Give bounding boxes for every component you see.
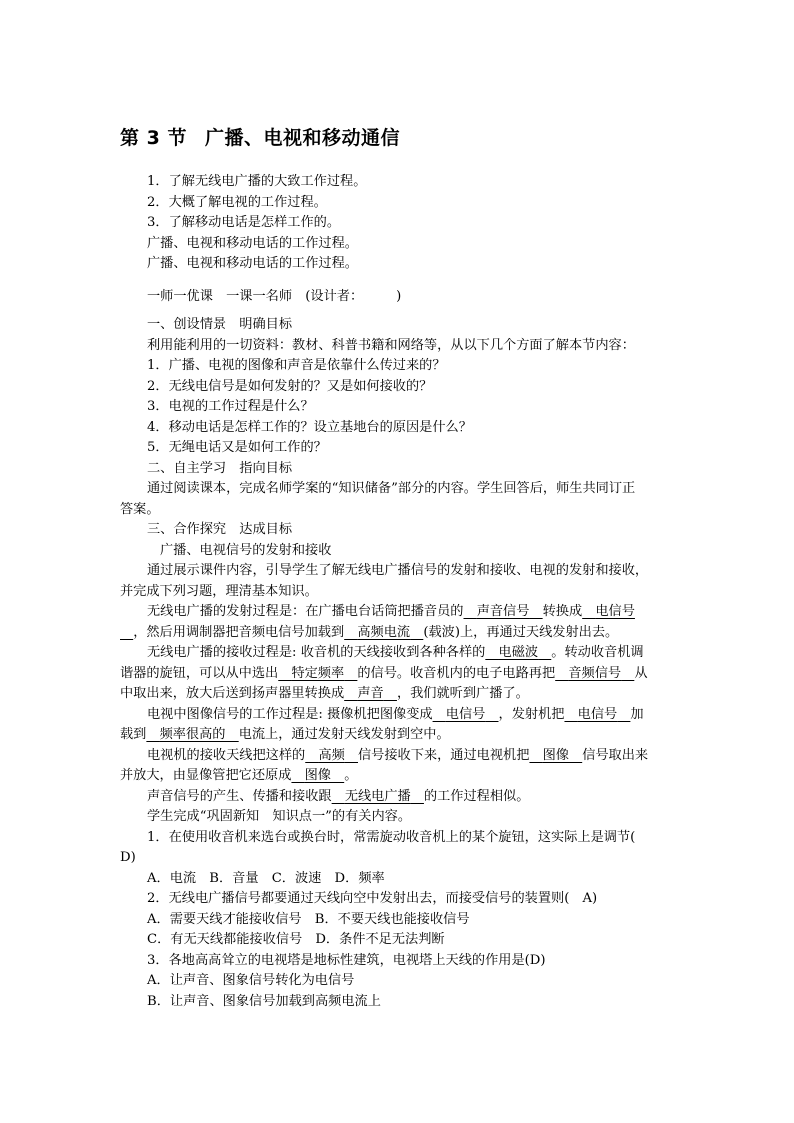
section-title: 广播、电视和移动通信: [204, 127, 400, 149]
section1-question-2: 2．无线电信号是如何发射的？又是如何接收的？: [147, 378, 433, 394]
exercise-1-answer: D): [120, 850, 136, 865]
fill-tv-image: 电视中图像信号的工作过程是: 摄像机把图像变成 电信号 ，发射机把 电信号 加: [147, 706, 644, 722]
fill-sound-signal: 声音信号的产生、传播和接收跟 无线电广播 的工作过程相似。: [147, 788, 530, 804]
fill-broadcast-receive-cont: 谐器的旋钮，可以从中选出 特定频率 的信号。收音机内的电子电路再把 音频信号 从: [120, 665, 648, 681]
exercise-2-options-cd: C．有无天线都能接收信号 D．条件不足无法判断: [147, 932, 445, 947]
blank-answer: 电磁波: [498, 645, 539, 660]
document-body: [120, 172, 680, 1012]
section1-question-1: 1．广播、电视的图像和声音是依靠什么传过来的？: [147, 358, 446, 373]
exercise-3-option-b: B．让声音、图象信号加载到高频电流上: [147, 993, 381, 1009]
blank-answer: 图像: [304, 768, 331, 783]
blank-answer: 音频信号: [568, 665, 622, 681]
page-title: [120, 123, 400, 150]
key-point: 广播、电视和移动电话的工作过程。: [147, 235, 358, 251]
exercise-3: 3．各地高高耸立的电视塔是地标性建筑，电视塔上天线的作用是(D): [147, 952, 546, 968]
section1-intro: 利用能利用的一切资料：教材、科普书籍和网络等，从以下几个方面了解本节内容：: [147, 337, 635, 353]
blank-answer: 声音信号: [476, 604, 530, 619]
section2-paragraph-cont: 答案。: [120, 501, 160, 517]
section-number: 第 3 节: [120, 127, 187, 149]
section2-heading: 二、自主学习 指向目标: [147, 460, 293, 476]
blank-answer: [120, 625, 133, 640]
section1-question-3: 3．电视的工作过程是什么？: [147, 399, 314, 414]
section3-subheading: 广播、电视信号的发射和接收: [160, 542, 332, 558]
section1-question-5: 5．无绳电话又是如何工作的？: [147, 440, 327, 455]
blank-answer: 无线电广播: [344, 788, 411, 804]
exercise-1: 1．在使用收音机来选台或换台时，常需旋动收音机上的某个旋钮，这实际上是调节(: [147, 829, 636, 845]
fill-tv-image-cont: 载到 频率很高的 电流上，通过发射天线发射到空中。: [120, 727, 450, 742]
blank-answer: 电信号: [595, 604, 635, 619]
objective-3: 3．了解移动电话是怎样工作的。: [147, 215, 341, 230]
fill-broadcast-receive: 无线电广播的接收过程是: 收音机的天线接收到各种各样的 电磁波 。转动收音机调: [147, 645, 644, 660]
objective-2: 2．大概了解电视的工作过程。: [147, 194, 327, 210]
section3-intro: 通过展示课件内容，引导学生了解无线电广播信号的发射和接收、电视的发射和接收，: [147, 563, 649, 578]
fill-tv-receive: 电视机的接收天线把这样的 高频 信号接收下来，通过电视机把 图像 信号取出来: [147, 747, 649, 763]
blank-answer: 特定频率: [291, 665, 345, 681]
blank-answer: 图像: [542, 747, 569, 763]
section2-paragraph: 通过阅读课本，完成名师学案的“知识储备”部分的内容。学生回答后，师生共同订正: [147, 481, 636, 496]
section1-question-4: 4．移动电话是怎样工作的？设立基地台的原因是什么？: [147, 419, 472, 435]
fill-broadcast-transmit: 无线电广播的发射过程是：在广播电台话筒把播音员的 声音信号 转换成 电信号: [147, 604, 635, 619]
section3-intro-cont: 并完成下列习题，理清基本知识。: [120, 583, 318, 599]
exercise-2-options-ab: A．需要天线才能接收信号 B．不要天线也能接收信号: [147, 911, 470, 927]
blank-answer: 电信号: [577, 706, 618, 722]
blank-answer: 高频电流: [357, 624, 411, 640]
fill-broadcast-transmit-cont: ，然后用调制器把音频电信号加载到 高频电流 (载波)上，再通过天线发射出去。: [120, 623, 680, 644]
blank-answer: 声音: [357, 686, 384, 701]
section1-heading: 一、创设情景 明确目标: [147, 317, 293, 332]
exercise-2: 2．无线电广播信号都要通过天线向空中发射出去，而接受信号的装置则( A): [147, 891, 598, 906]
blank-answer: 频率很高的: [159, 727, 226, 742]
difficulty-point: 广播、电视和移动电话的工作过程。: [147, 256, 358, 271]
exercise-1-options: A．电流 B．音量 C．波速 D．频率: [147, 870, 385, 886]
exercise-3-option-a: A．让声音、图象信号转化为电信号: [147, 973, 355, 988]
student-task: 学生完成“巩固新知 知识点一”的有关内容。: [147, 809, 412, 824]
designer-line: 一师一优课 一课一名师 (设计者： ): [147, 288, 402, 304]
objective-1: 1．了解无线电广播的大致工作过程。: [147, 174, 367, 189]
blank-answer: 高频: [318, 747, 345, 763]
fill-broadcast-receive-cont2: 中取出来，放大后送到扬声器里转换成 声音 ，我们就听到广播了。: [120, 686, 529, 701]
section3-heading: 三、合作探究 达成目标: [147, 522, 293, 537]
fill-tv-receive-cont: 并放大，由显像管把它还原成 图像 。: [120, 768, 358, 783]
blank-answer: 电信号: [445, 706, 486, 722]
